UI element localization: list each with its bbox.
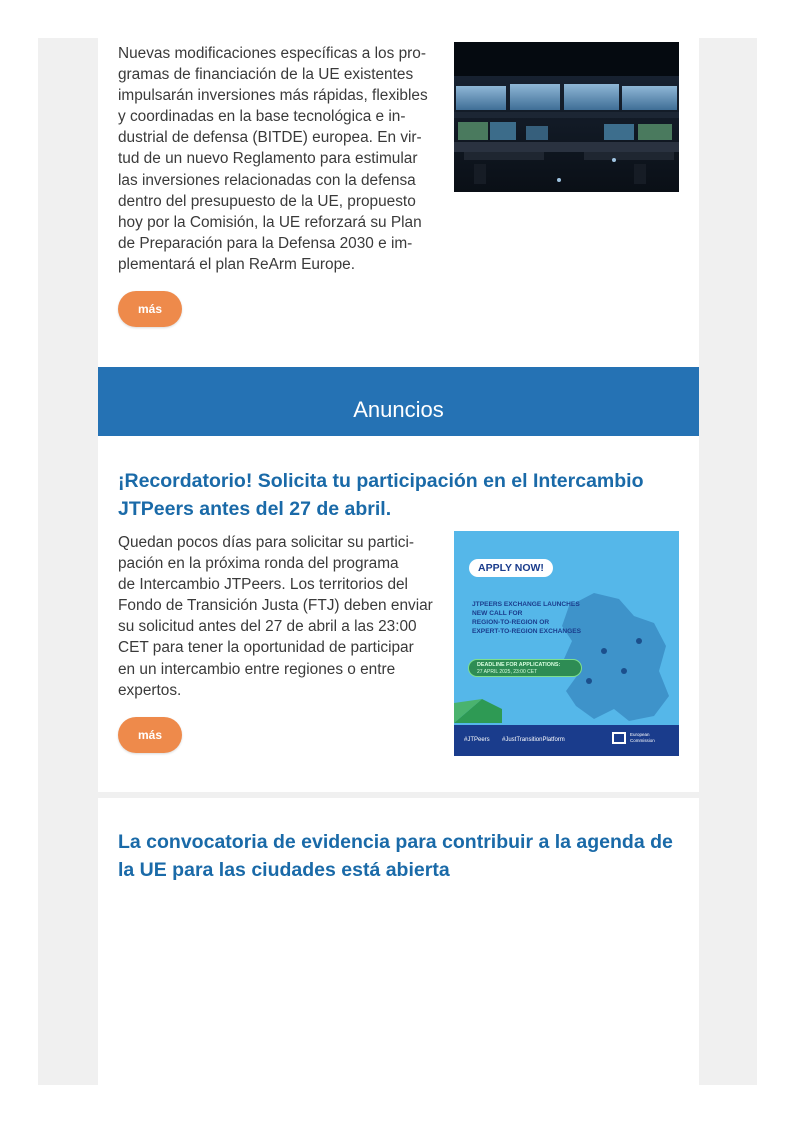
hashtag-jtp: #JustTransitionPlatform xyxy=(502,737,565,743)
article-urban-agenda-title[interactable]: La convocatoria de evidencia para contribuir a la agenda de la UE para las ciudades está abierta xyxy=(118,831,673,881)
apply-now-badge: APPLY NOW! xyxy=(469,559,553,577)
jtpeers-promo-image xyxy=(454,531,679,756)
more-button[interactable]: más xyxy=(118,291,182,327)
more-button[interactable]: más xyxy=(118,717,182,753)
control-room-image xyxy=(454,42,679,192)
deadline-date: 27 APRIL 2025, 23:00 CET xyxy=(477,668,538,675)
section-banner-anuncios: Anuncios xyxy=(98,367,699,436)
hashtag-jtpeers: #JTPeers xyxy=(464,737,490,743)
ec-logo-text: European Commission xyxy=(630,732,655,743)
article-jtpeers-title[interactable]: ¡Recordatorio! Solicita tu participación en el Intercambio JTPeers antes del 27 de abril. xyxy=(118,470,644,520)
deadline-label: DEADLINE FOR APPLICATIONS: xyxy=(477,662,561,668)
deadline-pill xyxy=(468,659,582,677)
article-defense-body: Nuevas modificaciones específicas a los pro- gramas de financiación de la UE existentes impulsarán inversiones más rápidas, flexibles y coordinadas en la base tecnológica e in- dustrial de defensa (BITDE) europea. En vir- tud de un nuevo Reglamento para estimular las inversiones relacionadas con la defensa dentro del presupuesto de la UE, propuesto hoy por la Comisión, la UE reforzará su Plan de Preparación para la Defensa 2030 e im- plementará el plan ReArm Europe. xyxy=(118,45,428,273)
promo-headline: JTPEERS EXCHANGE LAUNCHES NEW CALL FOR REGION-TO-REGION OR EXPERT-TO-REGION EXCHANGES xyxy=(472,601,582,635)
article-jtpeers-body: Quedan pocos días para solicitar su partici- pación en la próxima ronda del programa de Intercambio JTPeers. Los territorios del Fondo de Transición Justa (FTJ) deben enviar su solicitud antes del 27 de abril a las 23:00 CET para tener la oportunidad de participar en un intercambio entre regiones o entre expertos. xyxy=(118,534,433,699)
